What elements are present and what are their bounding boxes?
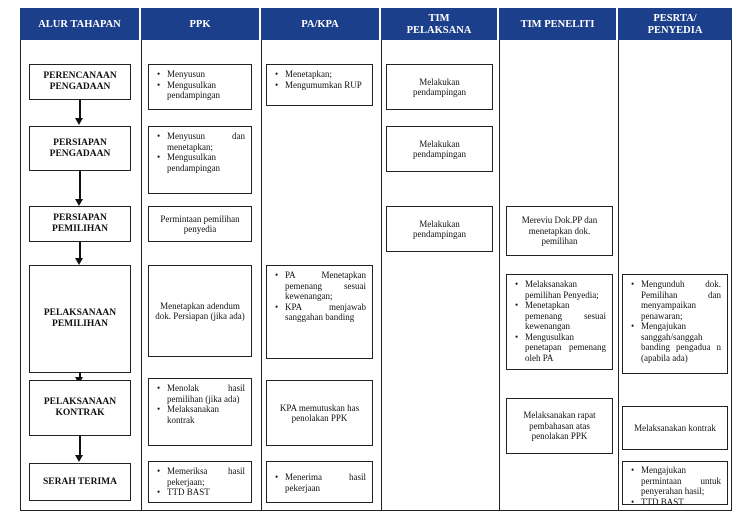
ppk-box-1 xyxy=(148,64,252,110)
arrow-down xyxy=(79,373,81,378)
stage-pelaksanaan-pemilihan: PELAKSANAAN PEMILIHAN xyxy=(29,265,131,373)
list-item: • Menyusun xyxy=(167,69,245,80)
ppk-box-5 xyxy=(148,378,252,446)
stage-persiapan-pemilihan: PERSIAPAN PEMILIHAN xyxy=(29,206,131,242)
header-pa-kpa: PA/KPA xyxy=(261,8,379,40)
arrow-down xyxy=(79,436,81,456)
tim-peneliti-box-3: Melaksanakan rapat pembahasan atas penolakan PPK xyxy=(506,398,613,454)
stage-persiapan-pengadaan: PERSIAPAN PENGADAAN xyxy=(29,126,131,171)
header-penyedia: PESRTA/ PENYEDIA xyxy=(618,8,732,40)
stage-serah-terima: SERAH TERIMA xyxy=(29,463,131,501)
list-item: • Menerima hasil pekerjaan xyxy=(285,472,366,493)
arrow-down xyxy=(79,171,81,200)
arrow-down xyxy=(79,100,81,119)
list-item: • Mengumumkan RUP xyxy=(285,80,366,91)
list-item: • Mengusulkan penetapan pemenang oleh PA xyxy=(525,332,606,364)
ppk-box-2 xyxy=(148,126,252,194)
ppk-box-4: Menetapkan adendum dok. Persiapan (jika ada) xyxy=(148,265,252,357)
stage-perencanaan: PERENCANAAN PENGADAAN xyxy=(29,64,131,100)
flowchart-table xyxy=(20,8,732,511)
pakpa-box-1 xyxy=(266,64,373,106)
penyedia-box-2: Melaksanakan kontrak xyxy=(622,406,728,450)
tim-peneliti-box-1: Mereviu Dok.PP dan menetapkan dok. pemilihan xyxy=(506,206,613,256)
header-alur-tahapan: ALUR TAHAPAN xyxy=(20,8,139,40)
penyedia-box-3 xyxy=(622,461,728,505)
arrow-down xyxy=(79,242,81,259)
list-item: • Menolak hasil pemilihan (jika ada) xyxy=(167,383,245,404)
penyedia-box-1 xyxy=(622,274,728,374)
list-item: • Mengusulkan pendampingan xyxy=(167,152,245,173)
ppk-box-3: Permintaan pemilihan penyedia xyxy=(148,206,252,242)
list-item: • Menetapkan; xyxy=(285,69,366,80)
tim-pelaksana-box-1: Melakukan pendampingan xyxy=(386,64,493,110)
column-tim-pelaksana xyxy=(381,40,499,511)
stage-pelaksanaan-kontrak: PELAKSANAAN KONTRAK xyxy=(29,380,131,436)
ppk-box-6 xyxy=(148,461,252,503)
list-item: • TTD BAST xyxy=(641,497,721,508)
list-item: • Memeriksa hasil pekerjaan; xyxy=(167,466,245,487)
list-item: • PA Menetapkan pemenang sesuai kewenangan; xyxy=(285,270,366,302)
pakpa-box-4 xyxy=(266,461,373,503)
list-item: • Mengajukan permintaan untuk penyerahan hasil; xyxy=(641,465,721,497)
tim-pelaksana-box-3: Melakukan pendampingan xyxy=(386,206,493,252)
header-tim-peneliti: TIM PENELITI xyxy=(499,8,616,40)
tim-pelaksana-box-2: Melakukan pendampingan xyxy=(386,126,493,172)
list-item: • Menyusun dan menetapkan; xyxy=(167,131,245,152)
list-item: • Mengusulkan pendampingan xyxy=(167,80,245,101)
list-item: • Menetapkan pemenang sesuai kewenangan xyxy=(525,300,606,332)
list-item: • KPA menjawab sanggahan banding xyxy=(285,302,366,323)
pakpa-box-3: KPA memutuskan has penolakan PPK xyxy=(266,380,373,446)
list-item: • Melaksanakan pemilihan Penyedia; xyxy=(525,279,606,300)
header-ppk: PPK xyxy=(141,8,259,40)
list-item: • TTD BAST xyxy=(167,487,245,498)
list-item: • Mengajukan sanggah/sanggah banding pengadua n (apabila ada) xyxy=(641,321,721,363)
pakpa-box-2 xyxy=(266,265,373,359)
header-tim-pelaksana: TIM PELAKSANA xyxy=(381,8,497,40)
list-item: • Melaksanakan kontrak xyxy=(167,404,245,425)
list-item: • Mengunduh dok. Pemilihan dan menyampaikan penawaran; xyxy=(641,279,721,321)
tim-peneliti-box-2 xyxy=(506,274,613,370)
